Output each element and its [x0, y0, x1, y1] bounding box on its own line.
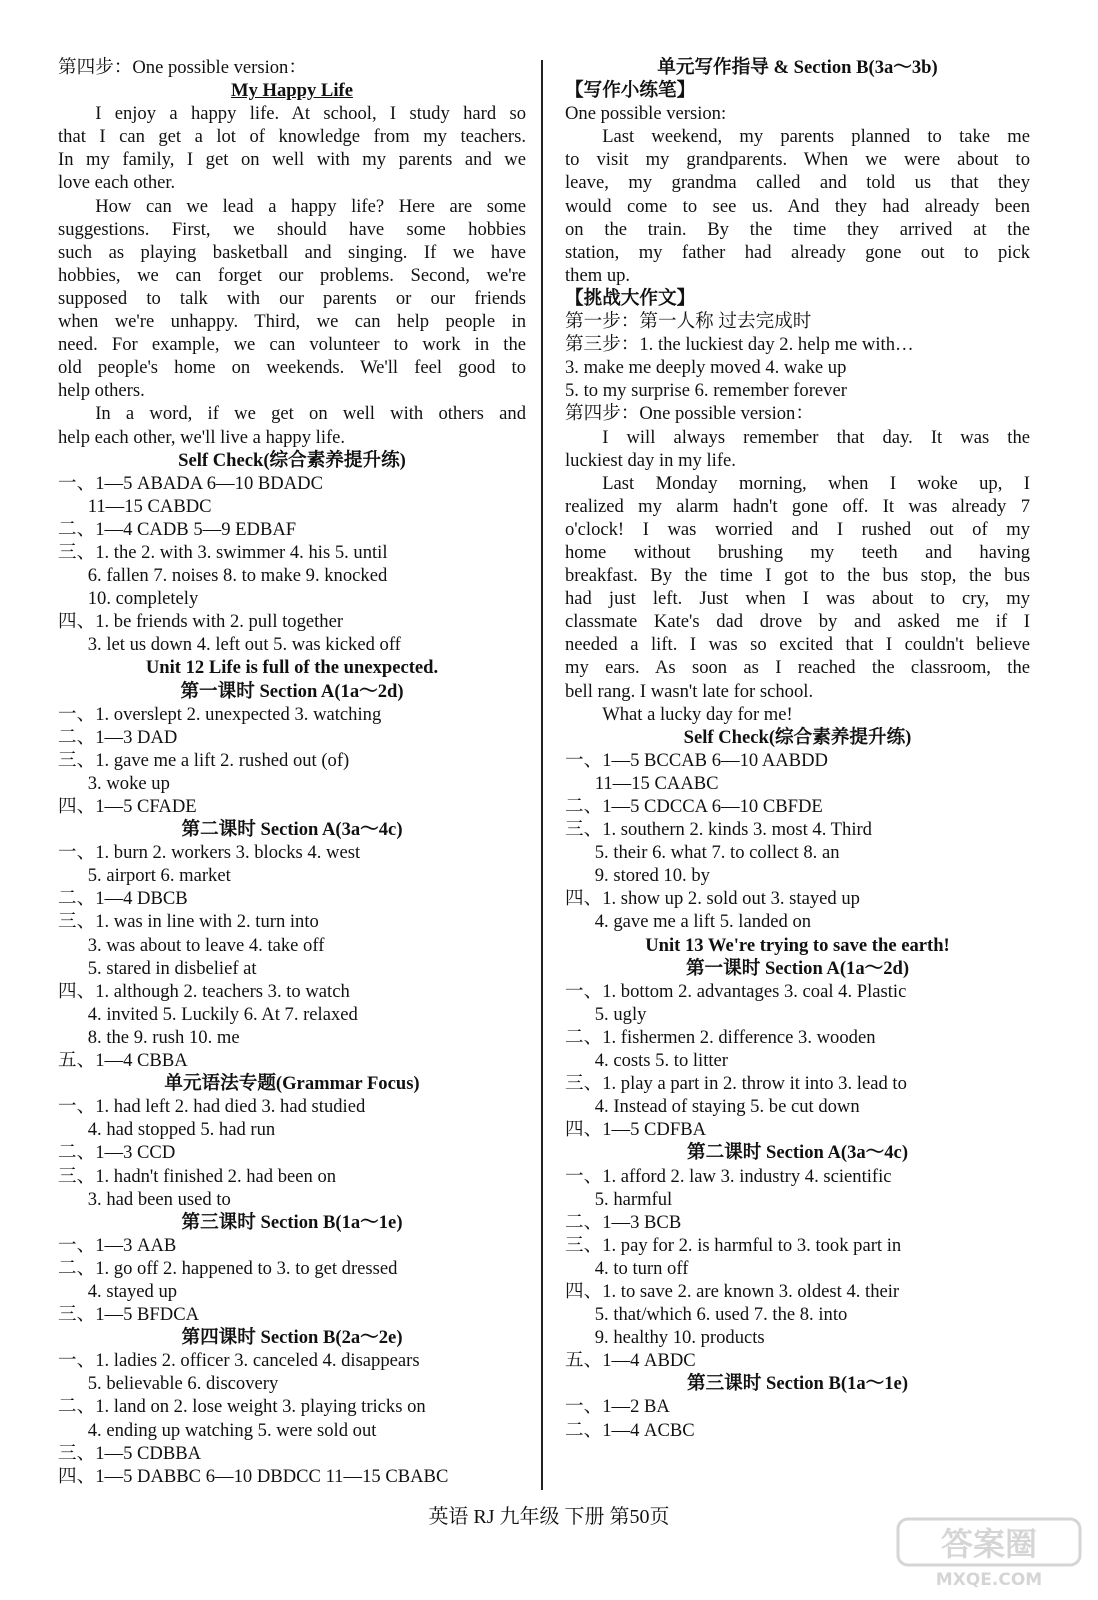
left-line: 三、1—5 CDBBA: [58, 1442, 202, 1464]
left-line: 四、1—5 DABBC 6—10 DBDCC 11—15 CBABC: [58, 1465, 449, 1487]
left-line: love each other.: [58, 172, 176, 194]
right-line: 第一步：第一人称 过去完成时: [565, 311, 812, 333]
right-line: 第二课时 Section A(3a～4c): [686, 1142, 909, 1164]
left-line: 二、1. land on 2. lose weight 3. playing tricks on: [58, 1396, 426, 1418]
right-line: 二、1—4 ACBC: [565, 1419, 695, 1441]
right-line: realized my alarm hadn't gone off. It was already 7: [565, 495, 1030, 517]
left-line: 三、1—5 BFDCA: [58, 1304, 200, 1326]
left-line: 5. stared in disbelief at: [87, 957, 257, 979]
right-line: 三、1. play a part in 2. throw it into 3. lead to: [565, 1073, 907, 1095]
left-line: 第二课时 Section A(3a～4c): [181, 819, 403, 841]
left-line: 单元语法专题(Grammar Focus): [164, 1073, 420, 1095]
right-line: 【挑战大作文】: [565, 287, 696, 309]
left-line: 8. the 9. rush 10. me: [87, 1026, 240, 1048]
right-line: 4. costs 5. to litter: [594, 1050, 728, 1072]
right-line: 三、1. pay for 2. is harmful to 3. took part in: [565, 1234, 902, 1256]
right-line: 单元写作指导 & Section B(3a～3b): [657, 57, 938, 78]
right-line: bell rang. I wasn't late for school.: [565, 680, 814, 702]
right-line: 5. to my surprise 6. remember forever: [565, 380, 847, 402]
left-line: In my family, I get on well with my parents and we: [58, 149, 526, 171]
left-line: 三、1. was in line with 2. turn into: [58, 911, 319, 933]
right-line: Self Check(综合素养提升练): [683, 726, 912, 748]
left-line: 5. believable 6. discovery: [87, 1373, 279, 1395]
left-line: 四、1. although 2. teachers 3. to watch: [58, 980, 350, 1002]
left-line: 三、1. hadn't finished 2. had been on: [58, 1165, 337, 1187]
right-line: 第三步：1. the luckiest day 2. help me with…: [565, 334, 914, 356]
column-divider: [541, 60, 543, 1490]
left-line: need. For example, we can volunteer to work in the: [58, 334, 526, 356]
left-line: help others.: [58, 380, 145, 402]
left-line: 四、1—5 CFADE: [58, 796, 197, 817]
right-line: home without brushing my teeth and having: [565, 541, 1030, 563]
left-line: such as playing basketball and singing. If we have: [58, 241, 526, 263]
left-line: supposed to talk with our parents or our friends: [58, 287, 526, 309]
right-line: 一、1. afford 2. law 3. industry 4. scientific: [565, 1165, 892, 1187]
left-line: 三、1. gave me a lift 2. rushed out (of): [58, 749, 350, 771]
right-line: breakfast. By the time I got to the bus stop, the bus: [565, 565, 1030, 587]
left-line: when we're unhappy. Third, we can help people in: [58, 311, 526, 333]
left-line: 4. invited 5. Luckily 6. At 7. relaxed: [87, 1003, 358, 1025]
right-line: 二、1—3 BCB: [565, 1211, 682, 1233]
right-line: 11—15 CAABC: [594, 772, 719, 794]
left-line: 第四步：One possible version：: [58, 57, 307, 78]
left-line: that I can get a lot of knowledge from my teachers.: [58, 126, 526, 148]
left-line: In a word, if we get on well with others and: [95, 403, 526, 425]
left-line: 4. had stopped 5. had run: [87, 1119, 276, 1141]
right-line: 【写作小练笔】: [565, 80, 696, 102]
left-line: 二、1. go off 2. happened to 3. to get dressed: [58, 1257, 398, 1279]
left-line: hobbies, we can forget our problems. Second, we're: [58, 264, 526, 286]
right-line: 二、1. fishermen 2. difference 3. wooden: [565, 1026, 876, 1048]
right-line: Last weekend, my parents planned to take me: [602, 126, 1030, 148]
right-line: 一、1—2 BA: [565, 1396, 670, 1418]
left-line: 4. ending up watching 5. were sold out: [87, 1419, 377, 1441]
left-line: 一、1. overslept 2. unexpected 3. watching: [58, 703, 382, 725]
watermark-url: MXQE.COM: [935, 1570, 1043, 1590]
right-line: had just left. Just when I was about to cry, my: [565, 588, 1030, 610]
right-line: 第四步：One possible version：: [565, 403, 814, 425]
left-line: 一、1. burn 2. workers 3. blocks 4. west: [58, 842, 361, 864]
left-line: 二、1—4 CADB 5—9 EDBAF: [58, 518, 297, 540]
left-line: 4. stayed up: [87, 1280, 178, 1302]
right-line: needed a lift. I was so excited that I couldn't believe: [565, 634, 1030, 656]
right-line: I will always remember that day. It was the: [602, 426, 1030, 448]
right-line: to visit my grandparents. When we were about to: [565, 149, 1030, 171]
left-line: 3. had been used to: [87, 1188, 231, 1210]
right-line: 5. their 6. what 7. to collect 8. an: [594, 842, 840, 864]
left-line: 一、1. had left 2. had died 3. had studied: [58, 1096, 366, 1118]
right-line: station, my father had already gone out to pick: [565, 241, 1030, 263]
watermark-title: 答案圈: [940, 1525, 1038, 1563]
left-line: 11—15 CABDC: [87, 495, 212, 517]
right-line: classmate Kate's dad drove by and asked me if I: [565, 611, 1030, 633]
right-line: 3. make me deeply moved 4. wake up: [565, 357, 847, 379]
right-column: [565, 56, 1030, 1442]
right-line: luckiest day in my life.: [565, 449, 736, 471]
left-line: How can we lead a happy life? Here are some: [95, 195, 526, 217]
right-line: 三、1. southern 2. kinds 3. most 4. Third: [565, 819, 872, 841]
left-line: 3. let us down 4. left out 5. was kicked off: [87, 634, 401, 656]
left-line: 第三课时 Section B(1a～1e): [181, 1211, 403, 1233]
left-line: My Happy Life: [231, 80, 353, 102]
right-line: 一、1—5 BCCAB 6—10 AABDD: [565, 749, 828, 771]
right-line: 第三课时 Section B(1a～1e): [686, 1373, 909, 1395]
left-line: suggestions. First, we should have some hobbies: [58, 218, 526, 240]
right-line: 9. stored 10. by: [594, 865, 710, 887]
right-line: 4. Instead of staying 5. be cut down: [594, 1096, 860, 1118]
left-line: 一、1. ladies 2. officer 3. canceled 4. disappears: [58, 1350, 420, 1372]
left-line: 3. was about to leave 4. take off: [87, 934, 325, 956]
right-line: 4. to turn off: [594, 1257, 689, 1279]
left-line: 第四课时 Section B(2a～2e): [181, 1327, 403, 1349]
left-line: 二、1—4 DBCB: [58, 888, 188, 910]
left-line: 5. airport 6. market: [87, 865, 231, 887]
left-line: 四、1. be friends with 2. pull together: [58, 611, 344, 633]
right-line: 5. ugly: [594, 1003, 647, 1025]
right-line: 5. that/which 6. used 7. the 8. into: [594, 1304, 848, 1326]
right-line: would come to see us. And they had already been: [565, 195, 1030, 217]
right-line: 四、1. to save 2. are known 3. oldest 4. their: [565, 1280, 900, 1302]
right-line: leave, my grandma called and told us that they: [565, 172, 1030, 194]
right-line: 4. gave me a lift 5. landed on: [594, 911, 812, 933]
right-line: o'clock! I was worried and I rushed out of my: [565, 518, 1030, 540]
left-line: 一、1—3 AAB: [58, 1234, 177, 1256]
left-line: 6. fallen 7. noises 8. to make 9. knocked: [87, 565, 388, 587]
right-line: Unit 13 We're trying to save the earth!: [645, 934, 950, 956]
right-line: 9. healthy 10. products: [594, 1327, 765, 1349]
right-line: my ears. As soon as I reached the classroom, the: [565, 657, 1030, 679]
left-line: 第一课时 Section A(1a～2d): [180, 680, 404, 702]
right-line: 二、1—5 CDCCA 6—10 CBFDE: [565, 796, 823, 817]
left-column: [58, 56, 526, 1488]
right-line: One possible version:: [565, 103, 727, 125]
left-line: help each other, we'll live a happy life.: [58, 426, 346, 448]
left-line: 二、1—3 CCD: [58, 1142, 176, 1164]
left-line: old people's home on weekends. We'll feel good to: [58, 357, 526, 379]
left-line: 10. completely: [87, 588, 199, 610]
left-line: 三、1. the 2. with 3. swimmer 4. his 5. until: [58, 541, 388, 563]
left-line: I enjoy a happy life. At school, I study hard so: [95, 103, 526, 125]
right-line: Last Monday morning, when I woke up, I: [602, 472, 1030, 494]
right-line: 五、1—4 ABDC: [565, 1350, 696, 1372]
left-line: Self Check(综合素养提升练): [178, 449, 406, 471]
left-line: Unit 12 Life is full of the unexpected.: [145, 657, 439, 679]
right-line: them up.: [565, 264, 631, 286]
left-line: 五、1—4 CBBA: [58, 1050, 188, 1072]
right-line: What a lucky day for me!: [602, 703, 793, 725]
left-line: 3. woke up: [87, 772, 170, 794]
right-line: 第一课时 Section A(1a～2d): [685, 957, 910, 979]
right-line: 四、1—5 CDFBA: [565, 1119, 707, 1141]
left-line: 二、1—3 DAD: [58, 726, 178, 748]
right-line: on the train. By the time they arrived at the: [565, 218, 1030, 240]
right-line: 5. harmful: [594, 1188, 673, 1210]
left-line: 一、1—5 ABADA 6—10 BDADC: [58, 472, 323, 494]
right-line: 四、1. show up 2. sold out 3. stayed up: [565, 888, 860, 910]
right-line: 一、1. bottom 2. advantages 3. coal 4. Plastic: [565, 980, 907, 1002]
page-footer: 英语 RJ 九年级 下册 第50页: [428, 1506, 670, 1528]
watermark-logo: [894, 1515, 1084, 1590]
